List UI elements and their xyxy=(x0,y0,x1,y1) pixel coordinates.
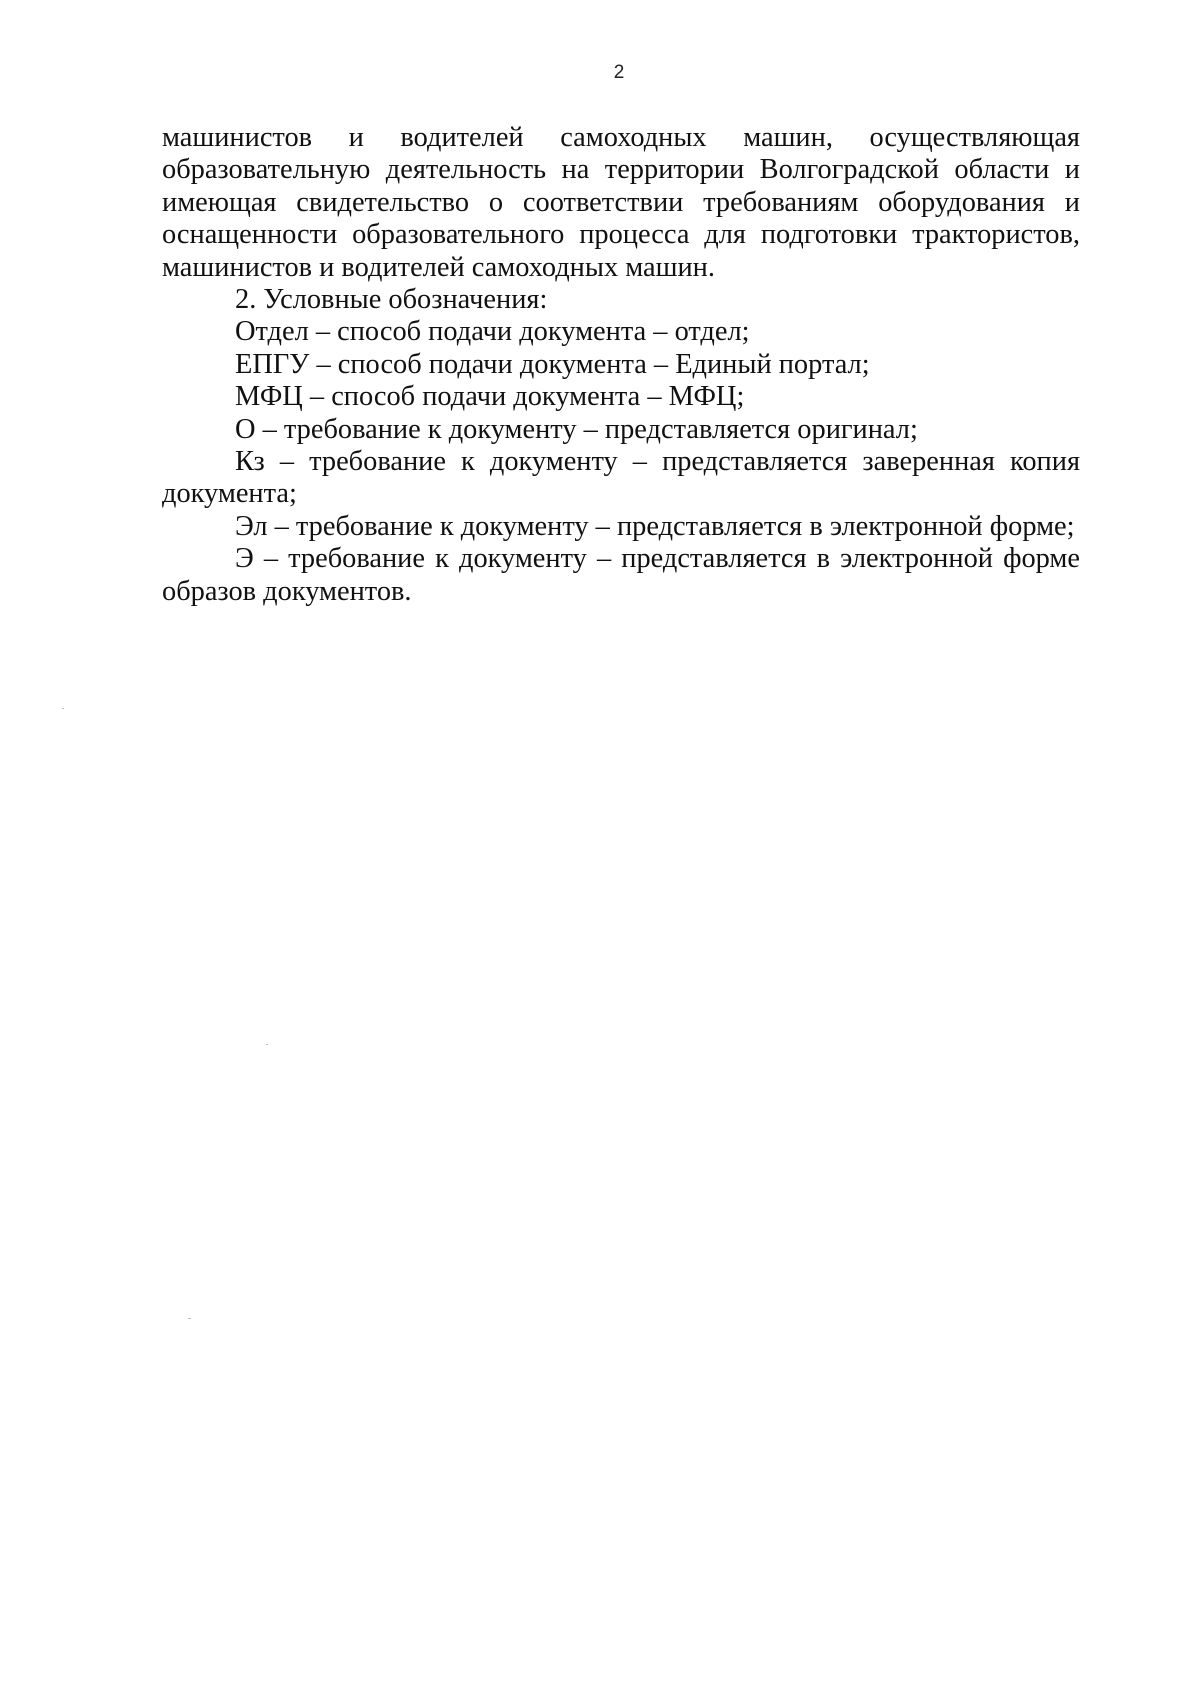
page-number: 2 xyxy=(613,62,625,83)
legend-item-certified-copy: Кз – требование к документу – представляется заверенная копия документа; xyxy=(162,446,1080,510)
legend-item-electronic-images: Э – требование к документу – представляется в электронной форме образов документов. xyxy=(162,543,1080,607)
paragraph-continuation: машинистов и водителей самоходных машин, осуществляющая образовательную деятельность на территории Волгоградской области и имеющая свидетельство о соответствии требованиям оборудования и оснащенности образовательного процесса для подготовки трактористов, машинистов и водителей самоходных машин. xyxy=(162,122,1080,283)
legend-item-original: О – требование к документу – представляется оригинал; xyxy=(235,413,918,445)
legend-item-otdel: Отдел – способ подачи документа – отдел; xyxy=(235,316,750,348)
legend-item-electronic: Эл – требование к документу – представляется в электронной форме; xyxy=(235,510,1075,542)
document-body xyxy=(162,122,1080,608)
scan-speck xyxy=(266,1044,268,1045)
paragraph-legend-heading: 2. Условные обозначения: xyxy=(235,284,548,316)
legend-item-epgu: ЕПГУ – способ подачи документа – Единый портал; xyxy=(235,348,870,380)
scan-speck xyxy=(62,708,64,709)
legend-item-mfc: МФЦ – способ подачи документа – МФЦ; xyxy=(235,381,745,413)
scan-speck xyxy=(188,1318,191,1319)
